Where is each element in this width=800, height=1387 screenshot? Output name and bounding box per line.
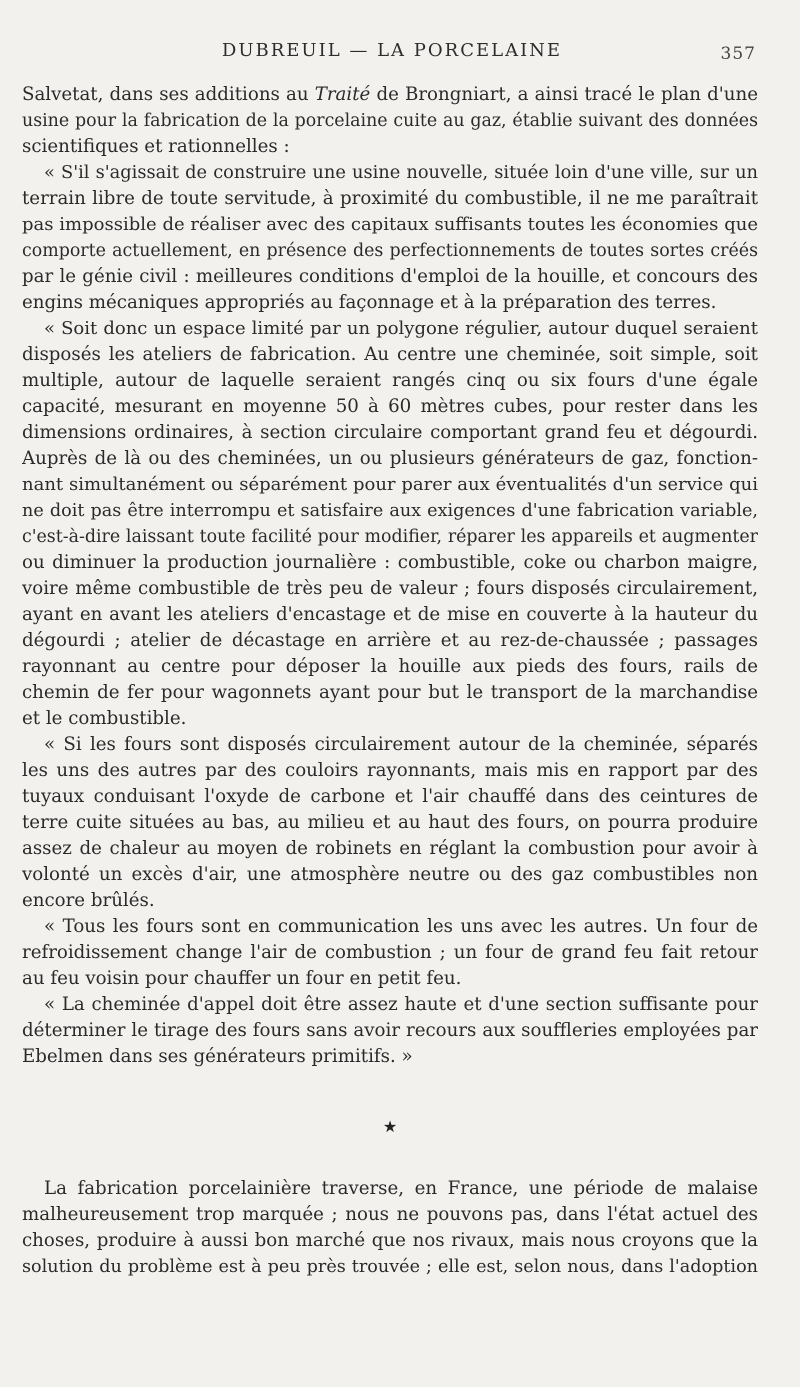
text-line: terrain libre de toute servitude, à proximité du combustible, il ne me paraîtrait bbox=[22, 188, 758, 209]
text-line: capacité, mesurant en moyenne 50 à 60 mètres cubes, pour rester dans les bbox=[22, 396, 758, 417]
text-line: chemin de fer pour wagonnets ayant pour but le transport de la marchandise bbox=[22, 682, 758, 703]
text-line: choses, produire à aussi bon marché que nos rivaux, mais nous croyons que la bbox=[22, 1230, 758, 1251]
text-line: dégourdi ; atelier de décastage en arrière et au rez-de-chaussée ; passages bbox=[22, 630, 758, 651]
text-line: « Tous les fours sont en communication les uns avec les autres. Un four de bbox=[44, 916, 758, 937]
text-line: scientifiques et rationnelles : bbox=[22, 136, 290, 157]
text-line: ne doit pas être interrompu et satisfaire aux exigences d'une fabrication variable, bbox=[22, 501, 758, 521]
text-line: les uns des autres par des couloirs rayonnants, mais mis en rapport par des bbox=[22, 760, 758, 781]
running-title: DUBREUIL — LA PORCELAINE bbox=[221, 40, 563, 61]
text-line: disposés les ateliers de fabrication. Au centre une cheminée, soit simple, soit bbox=[22, 344, 758, 365]
text-line: et le combustible. bbox=[22, 708, 187, 729]
text-line: « Soit donc un espace limité par un polygone régulier, autour duquel seraient bbox=[44, 318, 758, 339]
text-line: par le génie civil : meilleures conditions d'emploi de la houille, et concours des bbox=[22, 266, 758, 287]
text-line: rayonnant au centre pour déposer la houille aux pieds des fours, rails de bbox=[22, 656, 758, 677]
text-line: tuyaux conduisant l'oxyde de carbone et l'air chauffé dans des ceintures de bbox=[22, 786, 758, 807]
page-header bbox=[28, 40, 756, 70]
text-line: solution du problème est à peu près trouvée ; elle est, selon nous, dans l'adoption bbox=[22, 1257, 758, 1277]
text-line: « La cheminée d'appel doit être assez haute et d'une section suffisante pour bbox=[44, 994, 758, 1015]
text-line: volonté un excès d'air, une atmosphère neutre ou des gaz combustibles non bbox=[22, 864, 758, 885]
text-line: déterminer le tirage des fours sans avoir recours aux souffleries employées par bbox=[22, 1020, 758, 1041]
text-line: ou diminuer la production journalière : combustible, coke ou charbon maigre, bbox=[22, 552, 758, 573]
text-line: usine pour la fabrication de la porcelaine cuite au gaz, établie suivant des données bbox=[22, 111, 758, 131]
text-line: terre cuite situées au bas, au milieu et au haut des fours, on pourra produire bbox=[22, 812, 758, 833]
page-number: 357 bbox=[720, 44, 756, 64]
text-line: Auprès de là ou des cheminées, un ou plusieurs générateurs de gaz, fonction- bbox=[22, 448, 758, 469]
text-line: Salvetat, dans ses additions au Traité de Brongniart, a ainsi tracé le plan d'une bbox=[22, 84, 758, 105]
text-line: assez de chaleur au moyen de robinets en réglant la combustion pour avoir à bbox=[22, 838, 758, 859]
text-line: Ebelmen dans ses générateurs primitifs. » bbox=[22, 1046, 413, 1067]
text-line: pas impossible de réaliser avec des capitaux suffisants toutes les économies que bbox=[22, 214, 758, 235]
text-line: « Si les fours sont disposés circulairement autour de la cheminée, séparés bbox=[44, 734, 758, 755]
closing-text bbox=[22, 1176, 758, 1280]
text-line: encore brûlés. bbox=[22, 890, 155, 911]
text-line: nant simultanément ou séparément pour parer aux éventualités d'un service qui bbox=[22, 474, 758, 495]
text-line: « S'il s'agissait de construire une usine nouvelle, située loin d'une ville, sur un bbox=[44, 162, 758, 183]
text-line: refroidissement change l'air de combustion ; un four de grand feu fait retour bbox=[22, 942, 758, 963]
text-line: voire même combustible de très peu de valeur ; fours disposés circulairement, bbox=[22, 578, 758, 599]
book-title-italic: Traité bbox=[314, 84, 371, 105]
text-line: au feu voisin pour chauffer un four en petit feu. bbox=[22, 968, 462, 989]
main-text bbox=[22, 82, 758, 1070]
text-line: dimensions ordinaires, à section circulaire comportant grand feu et dégourdi. bbox=[22, 422, 758, 443]
text-line: c'est-à-dire laissant toute facilité pour modifier, réparer les appareils et augmenter bbox=[22, 527, 758, 547]
section-break-star: ★ bbox=[382, 1117, 398, 1136]
text-line: malheureusement trop marquée ; nous ne pouvons pas, dans l'état actuel des bbox=[22, 1204, 758, 1225]
text-line: engins mécaniques appropriés au façonnage et à la préparation des terres. bbox=[22, 292, 717, 313]
text-line: La fabrication porcelainière traverse, en France, une période de malaise bbox=[44, 1178, 758, 1199]
text-line: multiple, autour de laquelle seraient rangés cinq ou six fours d'une égale bbox=[22, 370, 758, 391]
text-line: comporte actuellement, en présence des perfectionnements de toutes sortes créés bbox=[22, 241, 758, 261]
text-line: ayant en avant les ateliers d'encastage et de mise en couverte à la hauteur du bbox=[22, 604, 758, 625]
